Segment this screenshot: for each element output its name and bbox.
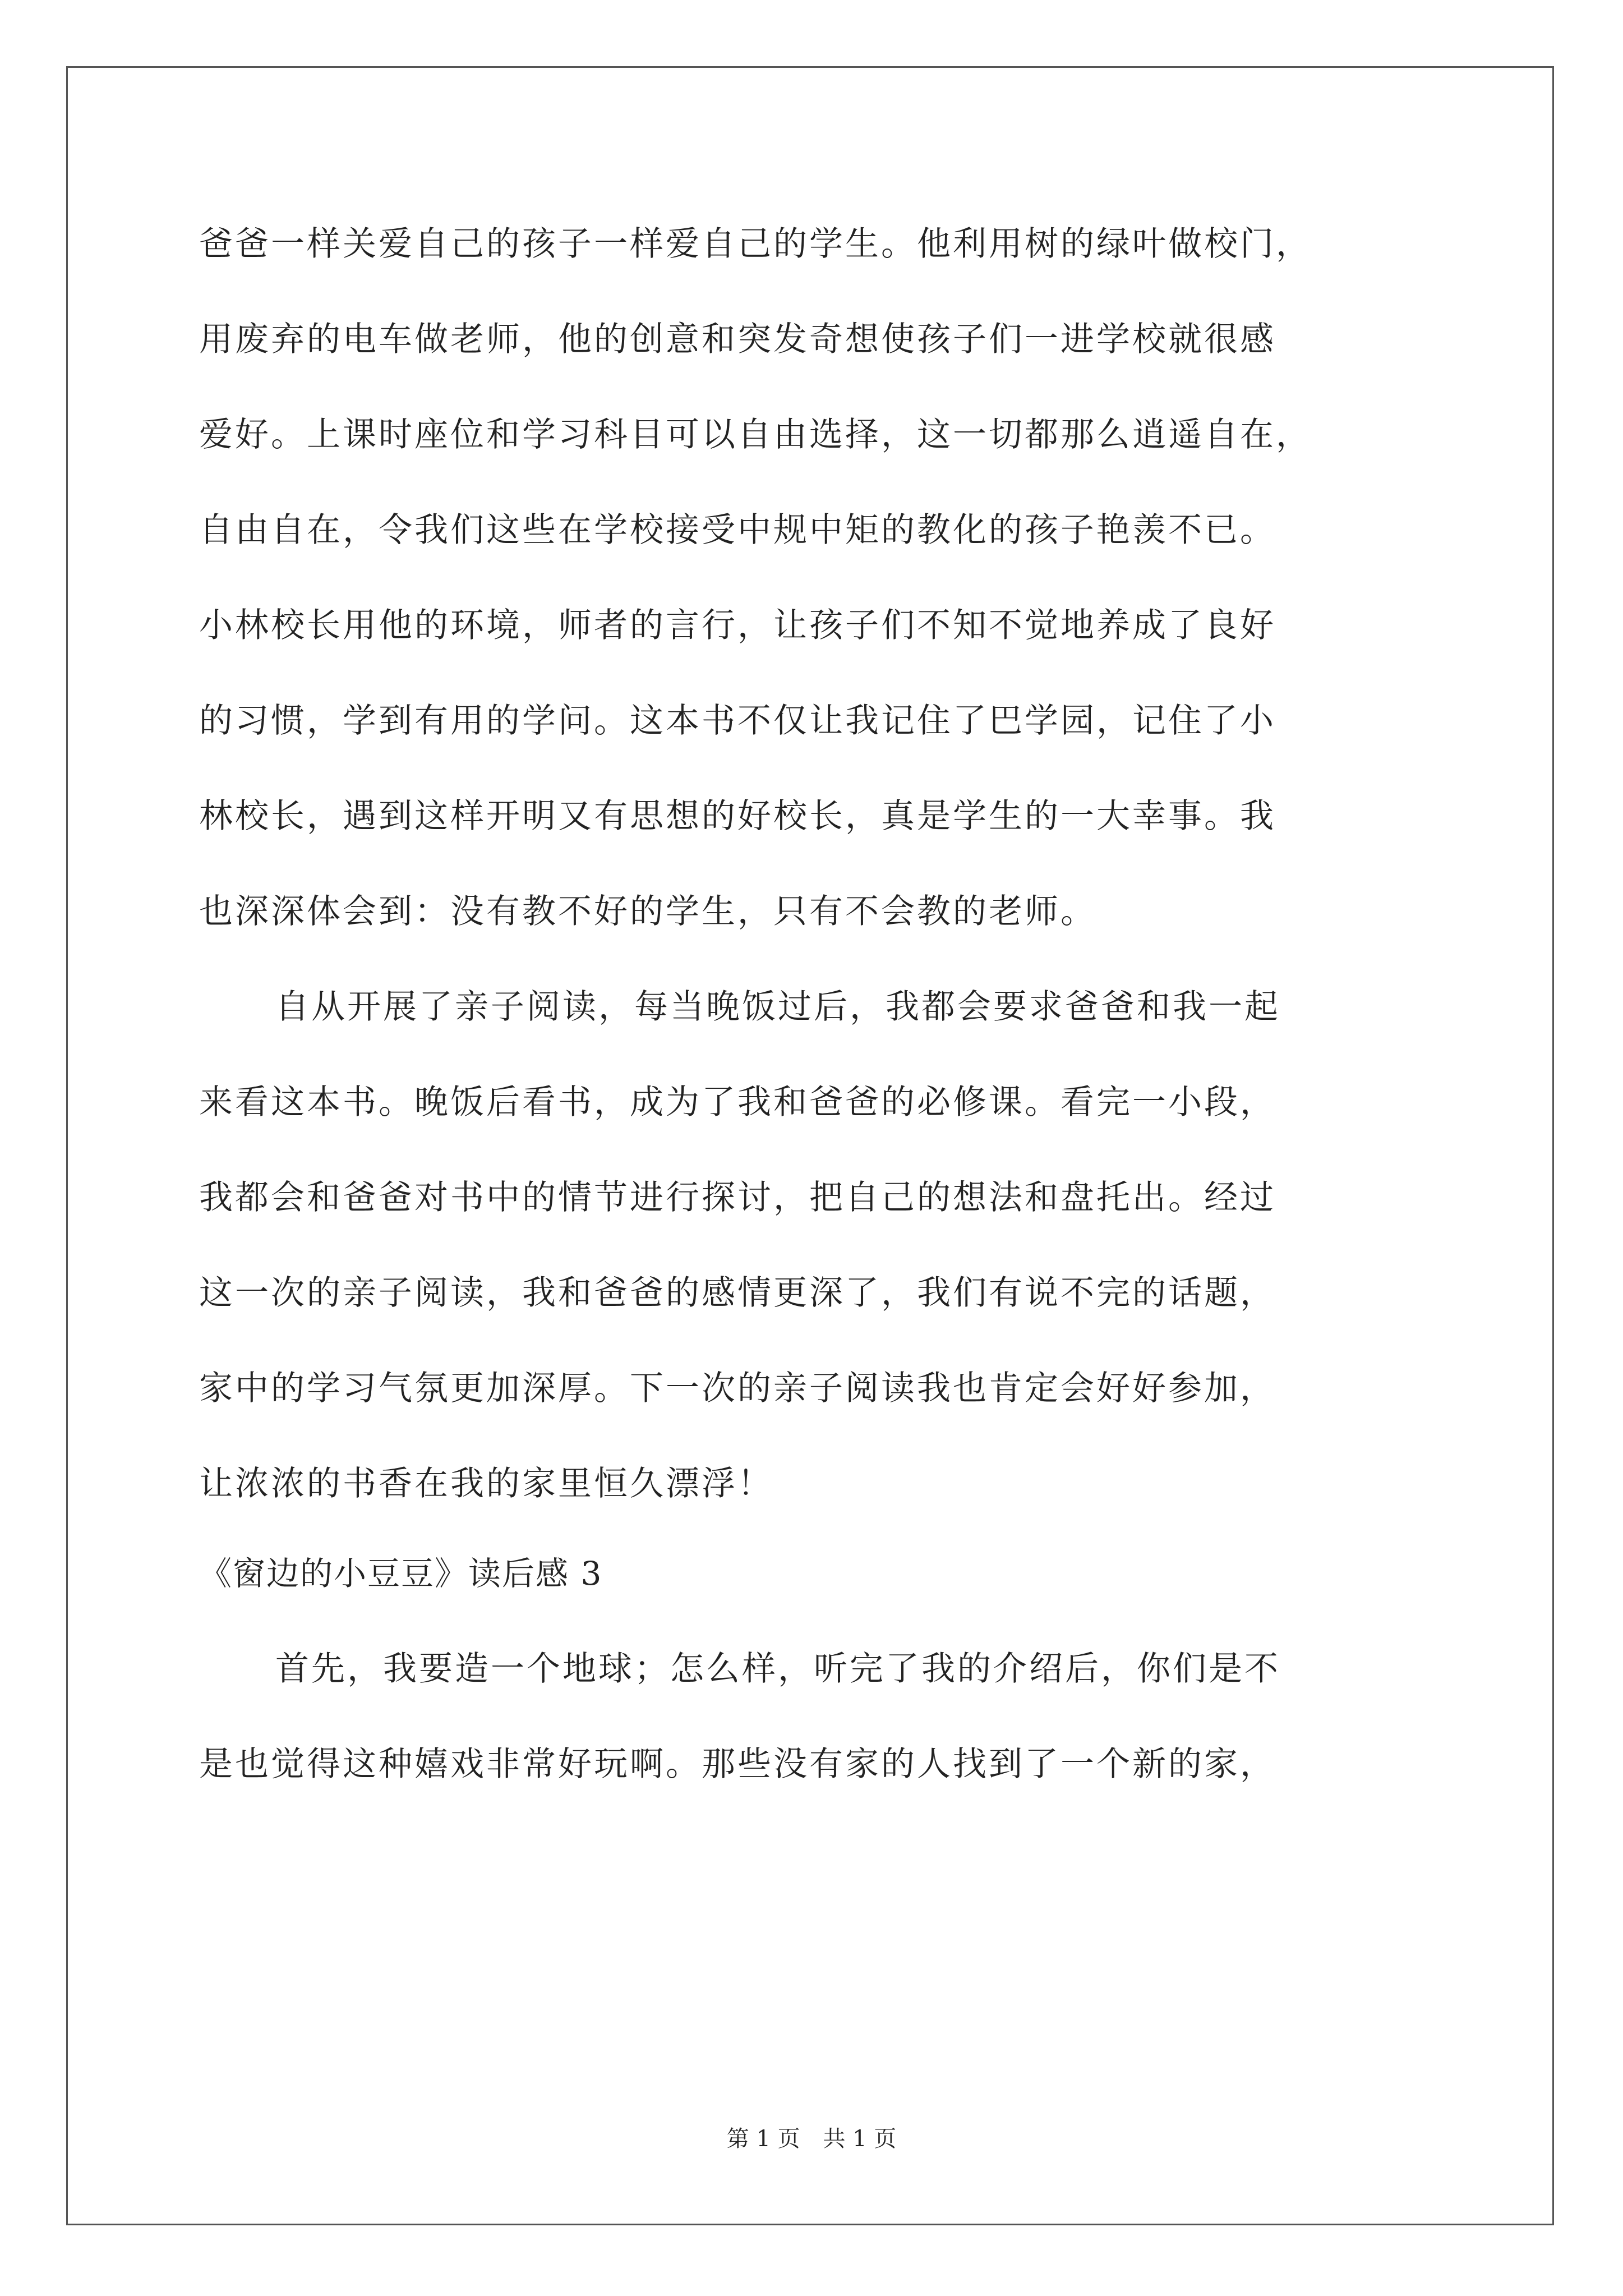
text-line: 爸爸一样关爱自己的孩子一样爱自己的学生。他利用树的绿叶做校门，	[199, 224, 1312, 264]
text-line: 的习惯，学到有用的学问。这本书不仅让我记住了巴学园，记住了小	[199, 701, 1276, 740]
text-line: 让浓浓的书香在我的家里恒久漂浮！	[199, 1464, 773, 1503]
text-line: 这一次的亲子阅读，我和爸爸的感情更深了，我们有说不完的话题，	[199, 1273, 1276, 1313]
text-line: 家中的学习气氛更加深厚。下一次的亲子阅读我也肯定会好好参加，	[199, 1369, 1276, 1408]
text-line: 来看这本书。晚饭后看书，成为了我和爸爸的必修课。看完一小段，	[199, 1083, 1276, 1122]
page-border	[66, 66, 1554, 2225]
text-line: 是也觉得这种嬉戏非常好玩啊。那些没有家的人找到了一个新的家，	[199, 1745, 1276, 1784]
paragraph-start-line: 自从开展了亲子阅读，每当晚饭过后，我都会要求爸爸和我一起	[275, 987, 1280, 1027]
page-footer	[0, 2125, 1623, 2153]
text-line: 用废弃的电车做老师，他的创意和突发奇想使孩子们一进学校就很感	[199, 320, 1276, 359]
section-heading: 《窗边的小豆豆》读后感 3	[199, 1554, 603, 1593]
text-line: 也深深体会到：没有教不好的学生，只有不会教的老师。	[199, 892, 1096, 931]
text-line: 爱好。上课时座位和学习科目可以自由选择，这一切都那么逍遥自在，	[199, 415, 1312, 454]
paragraph-start-line: 首先，我要造一个地球；怎么样，听完了我的介绍后，你们是不	[275, 1649, 1280, 1688]
text-line: 小林校长用他的环境，师者的言行，让孩子们不知不觉地养成了良好	[199, 606, 1276, 645]
page-number: 第 1 页	[726, 2126, 800, 2152]
text-line: 自由自在，令我们这些在学校接受中规中矩的教化的孩子艳羡不已。	[199, 510, 1276, 550]
text-line: 林校长，遇到这样开明又有思想的好校长，真是学生的一大幸事。我	[199, 797, 1276, 836]
text-line: 我都会和爸爸对书中的情节进行探讨，把自己的想法和盘托出。经过	[199, 1178, 1276, 1217]
page-total: 共 1 页	[823, 2126, 897, 2152]
